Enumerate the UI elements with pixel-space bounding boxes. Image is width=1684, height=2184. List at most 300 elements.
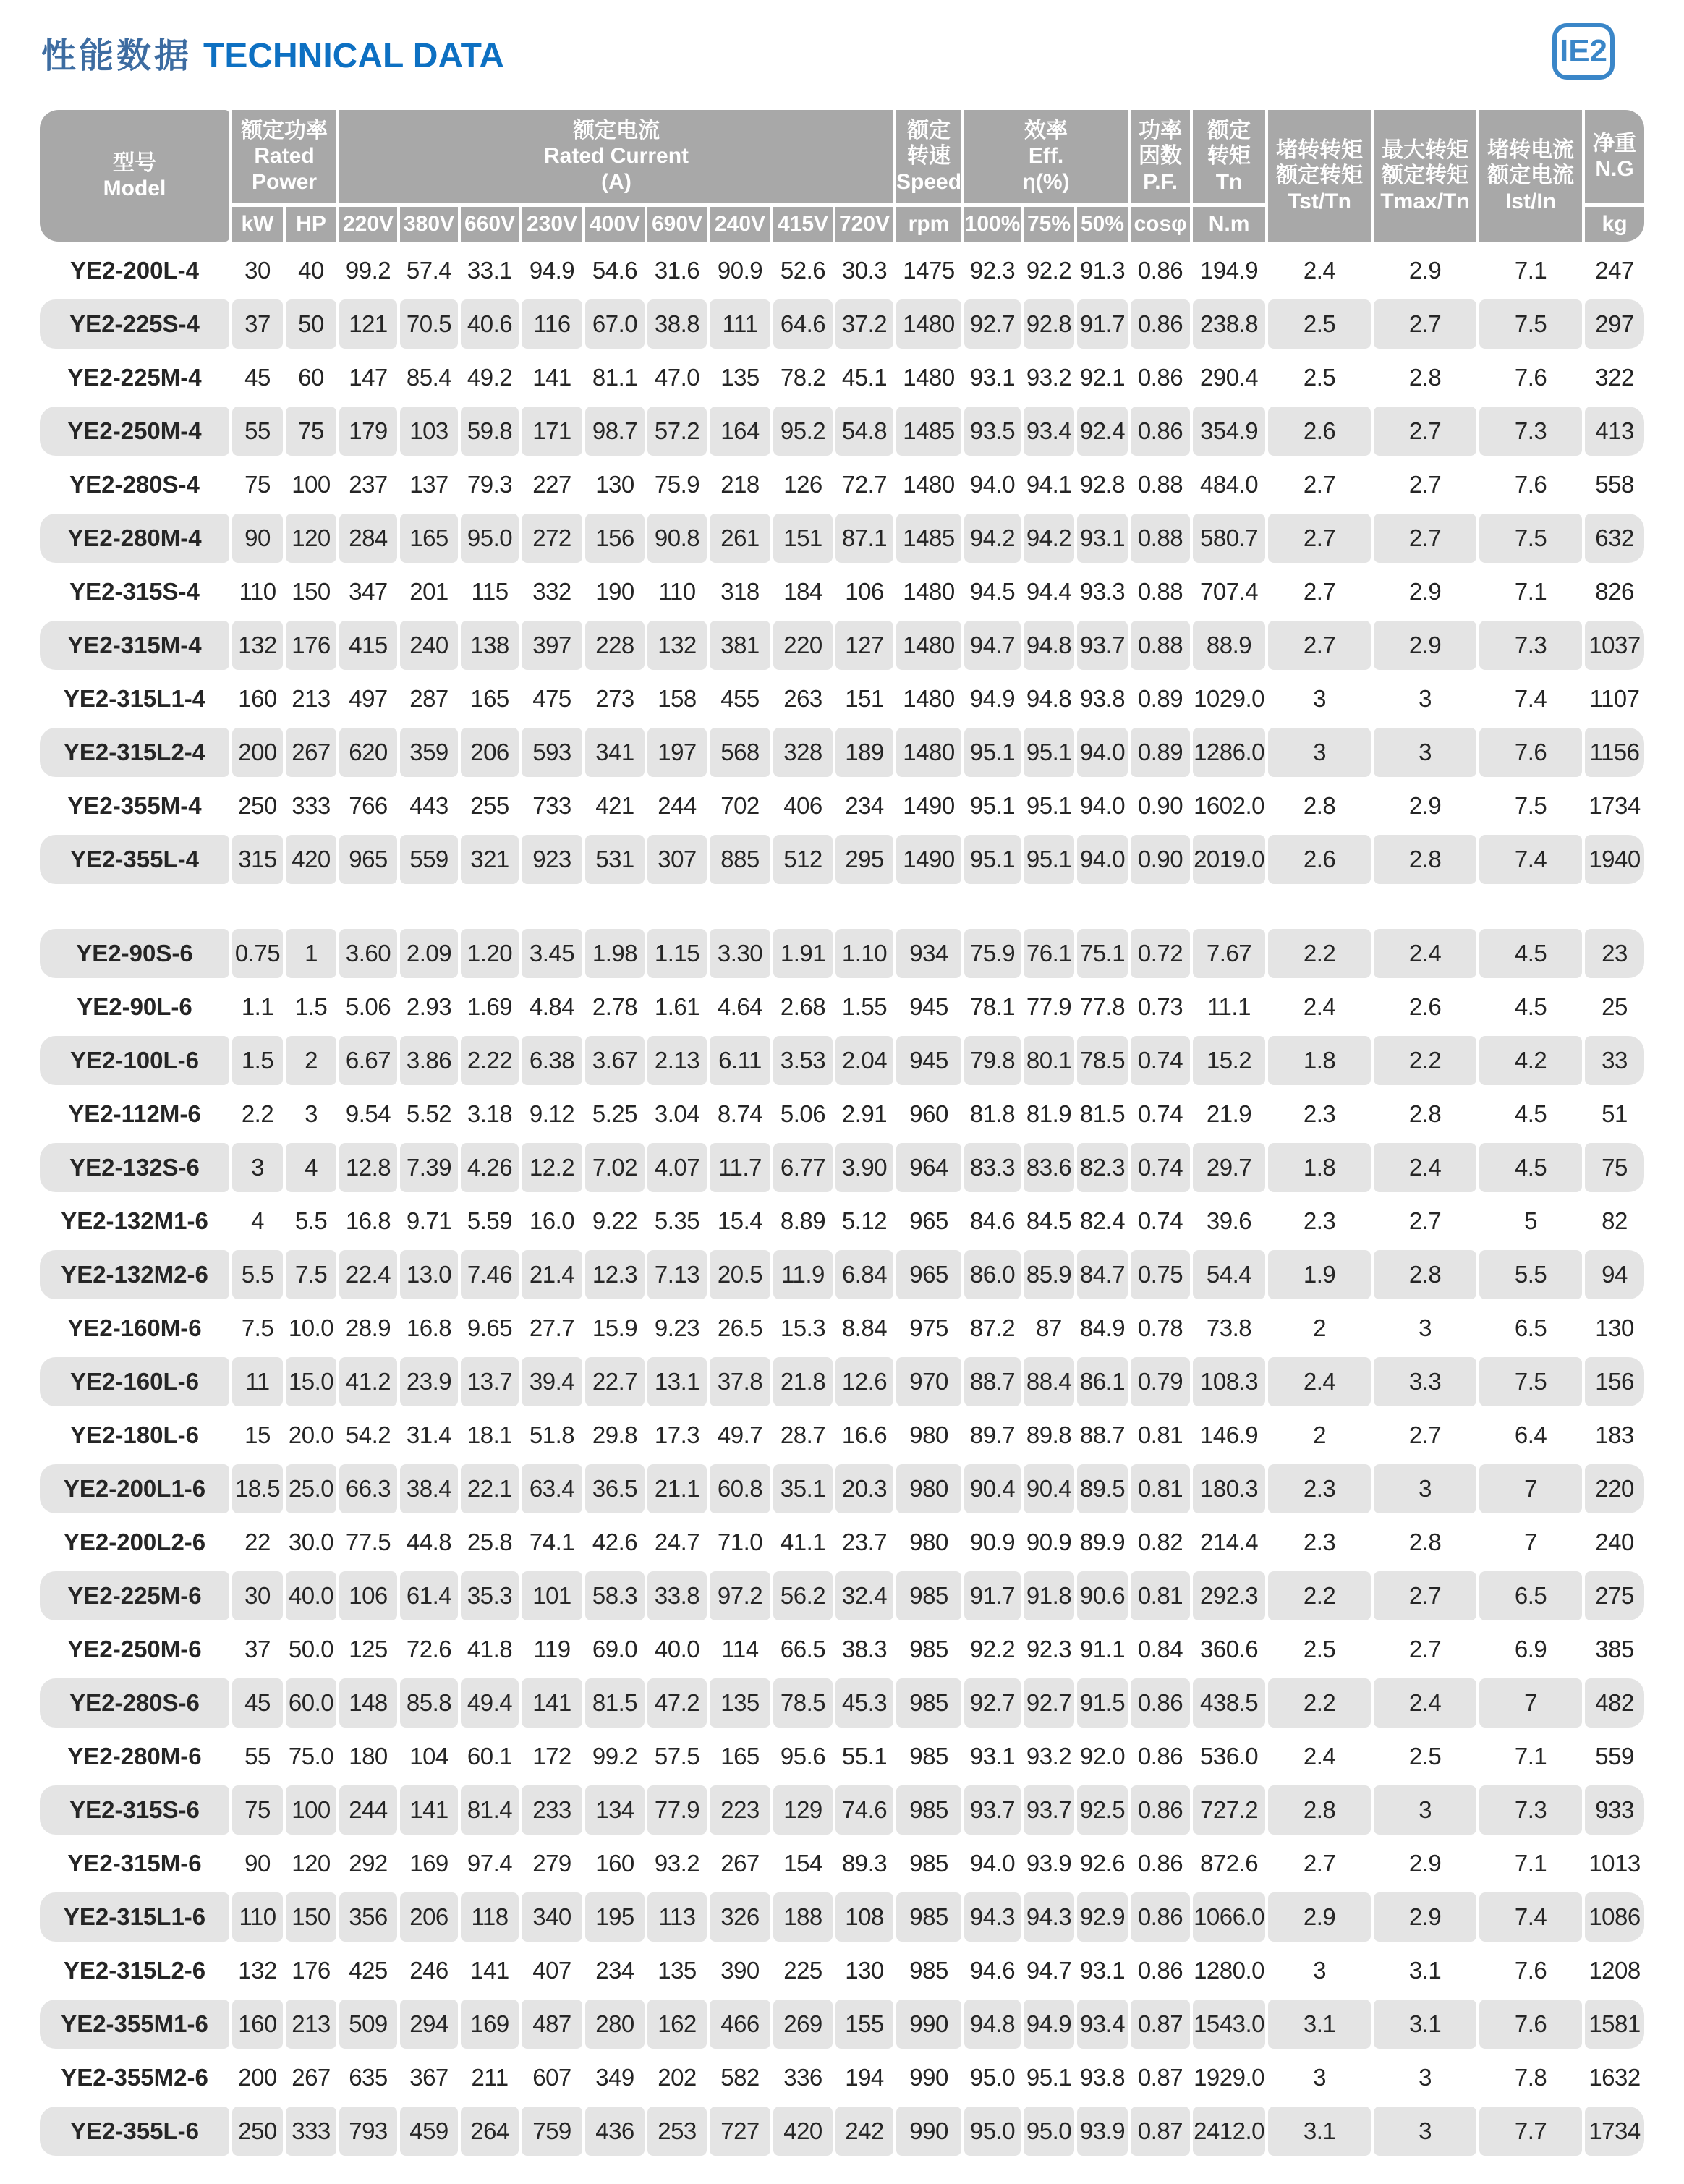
value-cell: 195 — [585, 1892, 645, 1942]
table-row — [40, 1357, 1644, 1406]
value-cell: 333 — [292, 792, 331, 819]
value-cell: 92.6 — [1079, 1850, 1126, 1877]
value-cell: 227 — [532, 471, 571, 498]
value-cell: 85.4 — [406, 364, 452, 391]
value-cell: 244 — [658, 792, 697, 819]
table-row — [40, 835, 1644, 884]
value-cell: 103 — [400, 407, 458, 456]
value-cell: 90.4 — [964, 1464, 1021, 1513]
value-cell: 28.9 — [345, 1314, 391, 1341]
page-title — [41, 27, 504, 77]
table-row — [40, 929, 1644, 978]
value-cell: 169 — [409, 1850, 448, 1877]
value-cell: 250 — [232, 2107, 283, 2156]
table-row — [40, 2053, 1644, 2102]
value-cell: 2.7 — [1268, 514, 1371, 563]
value-cell: 13.7 — [461, 1357, 519, 1406]
value-cell: 420 — [286, 835, 336, 884]
value-cell: 31.4 — [406, 1422, 452, 1448]
value-cell: 162 — [647, 2000, 707, 2049]
value-cell: 36.5 — [585, 1464, 645, 1513]
value-cell: 201 — [409, 578, 448, 605]
value-cell: 2.68 — [780, 993, 826, 1020]
value-cell: 267 — [720, 1850, 760, 1877]
value-cell: 4.07 — [647, 1143, 707, 1192]
value-cell: 99.2 — [345, 257, 391, 284]
value-cell: 93.2 — [1026, 1743, 1072, 1769]
model-cell: YE2-100L-6 — [40, 1036, 229, 1085]
col-header-rated-speed — [896, 110, 961, 203]
value-cell: 1286.0 — [1193, 728, 1265, 777]
value-cell: 2.9 — [1408, 1850, 1442, 1877]
value-cell: 84.5 — [1026, 1207, 1072, 1234]
model-cell: YE2-315L1-4 — [63, 685, 206, 712]
value-cell: 1.5 — [232, 1036, 283, 1085]
value-cell: 74.1 — [529, 1529, 575, 1555]
value-cell: 5.5 — [294, 1207, 328, 1234]
value-cell: 3 — [1374, 728, 1476, 777]
value-cell: 95.0 — [964, 2107, 1021, 2156]
value-cell: 4.5 — [1479, 929, 1582, 978]
header-line: 额定 — [907, 118, 951, 143]
header-line: 型号 — [113, 150, 156, 175]
value-cell: 72.7 — [841, 471, 888, 498]
value-cell: 29.8 — [592, 1422, 638, 1448]
value-cell: 120 — [286, 514, 336, 563]
value-cell: 2.9 — [1268, 1892, 1371, 1942]
value-cell: 89.8 — [1026, 1422, 1072, 1448]
value-cell: 2.7 — [1303, 578, 1336, 605]
ie2-efficiency-badge — [1552, 23, 1615, 80]
value-cell: 92.5 — [1077, 1785, 1128, 1835]
model-cell: YE2-250M-6 — [67, 1636, 202, 1662]
value-cell: 30 — [232, 1571, 283, 1620]
col-header-tmax-tn — [1374, 110, 1476, 242]
unit-720v: 720V — [835, 207, 893, 242]
value-cell: 45 — [232, 1678, 283, 1728]
value-cell: 2.4 — [1303, 1743, 1336, 1769]
value-cell: 321 — [461, 835, 519, 884]
value-cell: 2.4 — [1268, 1357, 1371, 1406]
value-cell: 81.9 — [1026, 1100, 1072, 1127]
value-cell: 2.5 — [1303, 364, 1336, 391]
value-cell: 130 — [1595, 1314, 1634, 1341]
value-cell: 172 — [532, 1743, 571, 1769]
value-cell: 49.7 — [717, 1422, 763, 1448]
value-cell: 1632 — [1589, 2064, 1641, 2091]
value-cell: 154 — [783, 1850, 822, 1877]
value-cell: 7.5 — [1479, 299, 1582, 349]
value-cell: 2.2 — [1374, 1036, 1476, 1085]
value-cell: 559 — [1595, 1743, 1634, 1769]
value-cell: 22.1 — [461, 1464, 519, 1513]
value-cell: 21.9 — [1206, 1100, 1252, 1127]
table-row — [40, 2107, 1644, 2156]
value-cell: 35.1 — [773, 1464, 833, 1513]
value-cell: 165 — [470, 685, 509, 712]
value-cell: 40 — [298, 257, 324, 284]
value-cell: 183 — [1595, 1422, 1634, 1448]
value-cell: 16.8 — [345, 1207, 391, 1234]
value-cell: 263 — [783, 685, 822, 712]
value-cell: 57.2 — [647, 407, 707, 456]
value-cell: 71.0 — [717, 1529, 763, 1555]
value-cell: 75 — [232, 1785, 283, 1835]
value-cell: 40.6 — [461, 299, 519, 349]
value-cell: 93.4 — [1077, 2000, 1128, 2049]
value-cell: 793 — [339, 2107, 397, 2156]
value-cell: 3.1 — [1268, 2000, 1371, 2049]
value-cell: 73.8 — [1206, 1314, 1252, 1341]
value-cell: 32.4 — [835, 1571, 893, 1620]
value-cell: 93.7 — [964, 1785, 1021, 1835]
value-cell: 2.8 — [1268, 1785, 1371, 1835]
value-cell: 93.9 — [1077, 2107, 1128, 2156]
model-cell: YE2-315L2-4 — [40, 728, 229, 777]
value-cell: 531 — [585, 835, 645, 884]
value-cell: 150 — [292, 578, 331, 605]
value-cell: 106 — [339, 1571, 397, 1620]
value-cell: 2.7 — [1268, 621, 1371, 670]
model-cell: YE2-225S-4 — [40, 299, 229, 349]
value-cell: 75.9 — [654, 471, 700, 498]
value-cell: 213 — [286, 2000, 336, 2049]
value-cell: 0.90 — [1137, 792, 1183, 819]
value-cell: 38.3 — [841, 1636, 888, 1662]
header-line: Ist/In — [1505, 189, 1557, 213]
value-cell: 38.4 — [400, 1464, 458, 1513]
value-cell: 93.8 — [1079, 2064, 1126, 2091]
value-cell: 3.1 — [1374, 2000, 1476, 2049]
value-cell: 129 — [773, 1785, 833, 1835]
value-cell: 0.84 — [1137, 1636, 1183, 1662]
value-cell: 49.4 — [461, 1678, 519, 1728]
value-cell: 23.7 — [841, 1529, 888, 1555]
value-cell: 3.45 — [522, 929, 582, 978]
value-cell: 6.67 — [339, 1036, 397, 1085]
model-cell: YE2-355L-6 — [40, 2107, 229, 2156]
value-cell: 15 — [244, 1422, 271, 1448]
value-cell: 759 — [522, 2107, 582, 2156]
value-cell: 275 — [1585, 1571, 1644, 1620]
value-cell: 2.91 — [841, 1100, 888, 1127]
value-cell: 475 — [532, 685, 571, 712]
value-cell: 2.9 — [1408, 257, 1442, 284]
value-cell: 0.74 — [1131, 1036, 1190, 1085]
value-cell: 0.82 — [1137, 1529, 1183, 1555]
value-cell: 22.4 — [339, 1250, 397, 1299]
value-cell: 2.3 — [1303, 1207, 1336, 1234]
value-cell: 0.75 — [232, 929, 283, 978]
value-cell: 6.4 — [1514, 1422, 1547, 1448]
value-cell: 54.2 — [345, 1422, 391, 1448]
value-cell: 5.35 — [654, 1207, 700, 1234]
value-cell: 2.5 — [1268, 299, 1371, 349]
value-cell: 436 — [585, 2107, 645, 2156]
col-header-rated-torque — [1193, 110, 1265, 203]
value-cell: 16.8 — [406, 1314, 452, 1341]
value-cell: 367 — [409, 2064, 448, 2091]
model-cell: YE2-225M-4 — [67, 364, 202, 391]
model-cell: YE2-280M-4 — [40, 514, 229, 563]
value-cell: 20.5 — [710, 1250, 770, 1299]
value-cell: 92.2 — [1026, 257, 1072, 284]
model-cell: YE2-355M2-6 — [61, 2064, 208, 2091]
value-cell: 307 — [647, 835, 707, 884]
value-cell: 97.4 — [467, 1850, 513, 1877]
value-cell: 101 — [522, 1571, 582, 1620]
value-cell: 94.0 — [969, 1850, 1016, 1877]
value-cell: 214.4 — [1199, 1529, 1259, 1555]
table-body — [40, 246, 1644, 2156]
value-cell: 135 — [720, 364, 760, 391]
value-cell: 242 — [835, 2107, 893, 2156]
value-cell: 66.5 — [780, 1636, 826, 1662]
value-cell: 171 — [522, 407, 582, 456]
value-cell: 54.4 — [1193, 1250, 1265, 1299]
value-cell: 970 — [896, 1357, 961, 1406]
value-cell: 5.06 — [780, 1100, 826, 1127]
unit-eff-75: 75% — [1024, 207, 1074, 242]
value-cell: 1.1 — [241, 993, 274, 1020]
value-cell: 93.4 — [1024, 407, 1074, 456]
value-cell: 87.1 — [835, 514, 893, 563]
value-cell: 6.5 — [1479, 1571, 1582, 1620]
header-line: Eff. — [1028, 144, 1064, 169]
value-cell: 156 — [1585, 1357, 1644, 1406]
header-line: Model — [103, 177, 166, 200]
value-cell: 2.2 — [1268, 929, 1371, 978]
value-cell: 5 — [1524, 1207, 1537, 1234]
page-title-zh: 性能数据 — [41, 37, 192, 75]
value-cell: 35.3 — [461, 1571, 519, 1620]
value-cell: 225 — [783, 1957, 822, 1984]
value-cell: 7.6 — [1514, 471, 1547, 498]
header-line: Power — [251, 169, 318, 194]
value-cell: 206 — [461, 728, 519, 777]
value-cell: 4 — [251, 1207, 264, 1234]
value-cell: 50 — [286, 299, 336, 349]
value-cell: 95.6 — [780, 1743, 826, 1769]
value-cell: 91.1 — [1079, 1636, 1126, 1662]
value-cell: 94.0 — [1077, 835, 1128, 884]
value-cell: 2.5 — [1303, 1636, 1336, 1662]
value-cell: 425 — [349, 1957, 388, 1984]
model-cell: YE2-355M1-6 — [40, 2000, 229, 2049]
value-cell: 255 — [470, 792, 509, 819]
value-cell: 88.7 — [1079, 1422, 1126, 1448]
model-cell: YE2-90L-6 — [77, 993, 192, 1020]
value-cell: 985 — [909, 1957, 948, 1984]
value-cell: 56.2 — [773, 1571, 833, 1620]
value-cell: 33.8 — [647, 1571, 707, 1620]
value-cell: 733 — [532, 792, 571, 819]
value-cell: 86.0 — [964, 1250, 1021, 1299]
value-cell: 94.9 — [1024, 2000, 1074, 2049]
value-cell: 95.2 — [773, 407, 833, 456]
value-cell: 294 — [400, 2000, 458, 2049]
value-cell: 326 — [710, 1892, 770, 1942]
value-cell: 75.0 — [288, 1743, 334, 1769]
value-cell: 194.9 — [1199, 257, 1259, 284]
value-cell: 1 — [286, 929, 336, 978]
value-cell: 11.1 — [1207, 993, 1251, 1020]
value-cell: 0.81 — [1131, 1464, 1190, 1513]
value-cell: 1.15 — [647, 929, 707, 978]
value-cell: 16.0 — [529, 1207, 575, 1234]
value-cell: 15.3 — [780, 1314, 826, 1341]
value-cell: 1734 — [1589, 792, 1641, 819]
value-cell: 413 — [1585, 407, 1644, 456]
value-cell: 7 — [1479, 1464, 1582, 1513]
value-cell: 727 — [710, 2107, 770, 2156]
value-cell: 94.6 — [969, 1957, 1016, 1984]
value-cell: 59.8 — [461, 407, 519, 456]
value-cell: 50.0 — [288, 1636, 334, 1662]
value-cell: 82 — [1602, 1207, 1628, 1234]
value-cell: 985 — [896, 1678, 961, 1728]
value-cell: 47.2 — [647, 1678, 707, 1728]
value-cell: 92.2 — [969, 1636, 1016, 1662]
value-cell: 0.78 — [1137, 1314, 1183, 1341]
value-cell: 1480 — [903, 471, 955, 498]
value-cell: 7 — [1479, 1678, 1582, 1728]
value-cell: 82.3 — [1077, 1143, 1128, 1192]
value-cell: 45.3 — [835, 1678, 893, 1728]
value-cell: 40.0 — [286, 1571, 336, 1620]
value-cell: 39.4 — [522, 1357, 582, 1406]
value-cell: 4.5 — [1514, 1100, 1547, 1127]
value-cell: 0.88 — [1131, 621, 1190, 670]
value-cell: 95.1 — [1026, 792, 1072, 819]
value-cell: 273 — [595, 685, 634, 712]
value-cell: 443 — [409, 792, 448, 819]
value-cell: 0.74 — [1137, 1207, 1183, 1234]
model-cell: YE2-200L-4 — [70, 257, 199, 284]
value-cell: 4.26 — [461, 1143, 519, 1192]
value-cell: 318 — [720, 578, 760, 605]
value-cell: 1480 — [903, 364, 955, 391]
value-cell: 93.2 — [654, 1850, 700, 1877]
value-cell: 1.98 — [585, 929, 645, 978]
model-cell: YE2-315S-4 — [69, 578, 200, 605]
value-cell: 92.7 — [964, 299, 1021, 349]
value-cell: 49.2 — [467, 364, 513, 391]
value-cell: 558 — [1595, 471, 1634, 498]
value-cell: 83.6 — [1024, 1143, 1074, 1192]
value-cell: 3 — [1313, 685, 1326, 712]
value-cell: 965 — [909, 1207, 948, 1234]
model-cell: YE2-280S-6 — [40, 1678, 229, 1728]
table-row — [40, 1892, 1644, 1942]
table-row — [40, 1625, 1644, 1674]
value-cell: 200 — [232, 728, 283, 777]
value-cell: 72.6 — [406, 1636, 452, 1662]
value-cell: 51 — [1602, 1100, 1628, 1127]
value-cell: 30.3 — [841, 257, 888, 284]
value-cell: 37.2 — [835, 299, 893, 349]
value-cell: 2.2 — [241, 1100, 274, 1127]
model-cell: YE2-315M-4 — [40, 621, 229, 670]
value-cell: 89.5 — [1077, 1464, 1128, 1513]
value-cell: 2.04 — [835, 1036, 893, 1085]
value-cell: 111 — [710, 299, 770, 349]
value-cell: 2412.0 — [1193, 2107, 1265, 2156]
value-cell: 2.4 — [1374, 929, 1476, 978]
value-cell: 84.7 — [1077, 1250, 1128, 1299]
value-cell: 1490 — [903, 792, 955, 819]
value-cell: 85.8 — [400, 1678, 458, 1728]
unit-kg: kg — [1585, 207, 1644, 242]
table-row — [40, 460, 1644, 509]
value-cell: 94.8 — [964, 2000, 1021, 2049]
value-cell: 322 — [1595, 364, 1634, 391]
value-cell: 176 — [292, 1957, 331, 1984]
value-cell: 234 — [595, 1957, 634, 1984]
unit-rpm: rpm — [896, 207, 961, 242]
value-cell: 0.88 — [1137, 578, 1183, 605]
table-row — [40, 246, 1644, 295]
value-cell: 5.12 — [841, 1207, 888, 1234]
value-cell: 7.39 — [400, 1143, 458, 1192]
value-cell: 1485 — [896, 407, 961, 456]
value-cell: 223 — [710, 1785, 770, 1835]
value-cell: 290.4 — [1199, 364, 1259, 391]
value-cell: 3 — [1374, 1785, 1476, 1835]
value-cell: 340 — [522, 1892, 582, 1942]
value-cell: 267 — [286, 728, 336, 777]
value-cell: 79.8 — [964, 1036, 1021, 1085]
value-cell: 315 — [232, 835, 283, 884]
value-cell: 55 — [244, 1743, 271, 1769]
value-cell: 93.2 — [1026, 364, 1072, 391]
value-cell: 60.1 — [467, 1743, 513, 1769]
value-cell: 206 — [400, 1892, 458, 1942]
value-cell: 89.3 — [841, 1850, 888, 1877]
value-cell: 1480 — [896, 299, 961, 349]
value-cell: 12.3 — [585, 1250, 645, 1299]
value-cell: 292.3 — [1193, 1571, 1265, 1620]
value-cell: 607 — [532, 2064, 571, 2091]
value-cell: 30.0 — [288, 1529, 334, 1555]
value-cell: 148 — [339, 1678, 397, 1728]
section-gap-cell — [40, 888, 1644, 925]
value-cell: 25.8 — [467, 1529, 513, 1555]
value-cell: 2.7 — [1374, 407, 1476, 456]
table-row — [40, 514, 1644, 563]
header-line: Rated Current — [543, 144, 689, 169]
value-cell: 2.8 — [1374, 835, 1476, 884]
value-cell: 16.6 — [841, 1422, 888, 1448]
value-cell: 934 — [896, 929, 961, 978]
value-cell: 95.1 — [969, 792, 1016, 819]
value-cell: 0.81 — [1131, 1571, 1190, 1620]
value-cell: 0.81 — [1137, 1422, 1183, 1448]
value-cell: 279 — [532, 1850, 571, 1877]
value-cell: 146.9 — [1199, 1422, 1259, 1448]
value-cell: 15.2 — [1193, 1036, 1265, 1085]
value-cell: 0.87 — [1137, 2064, 1183, 2091]
header-line: N.G — [1595, 157, 1634, 181]
value-cell: 12.8 — [339, 1143, 397, 1192]
col-header-tst-tn — [1268, 110, 1371, 242]
value-cell: 90.9 — [969, 1529, 1016, 1555]
header-line: Rated — [254, 144, 315, 169]
value-cell: 23 — [1585, 929, 1644, 978]
value-cell: 63.4 — [522, 1464, 582, 1513]
unit-kw: kW — [232, 207, 283, 242]
value-cell: 975 — [909, 1314, 948, 1341]
